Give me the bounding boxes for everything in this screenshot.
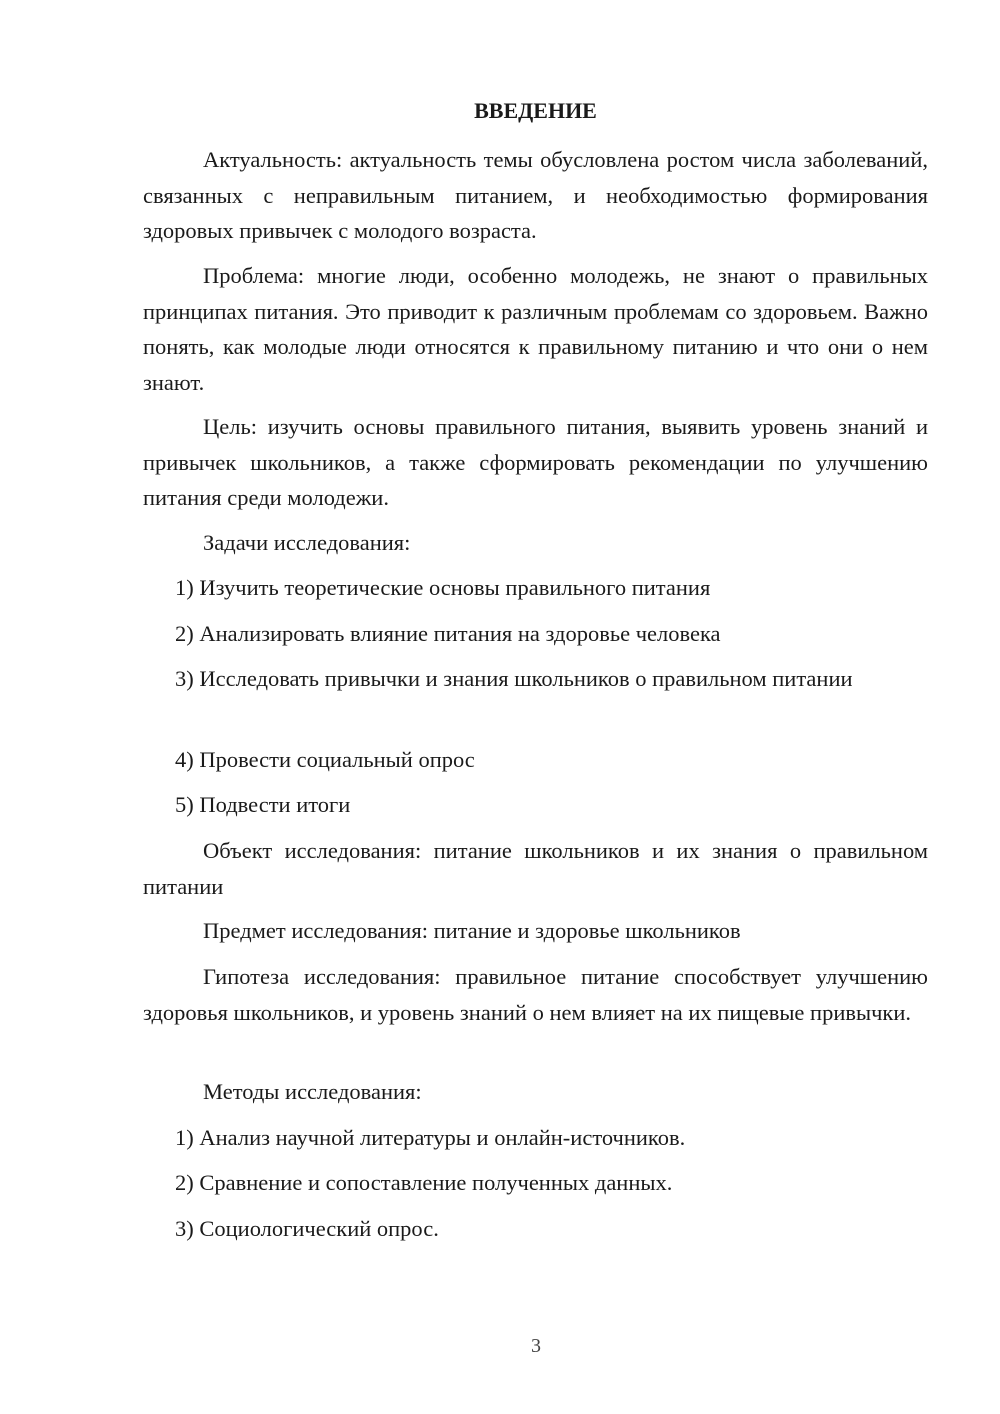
subject-paragraph: Предмет исследования: питание и здоровье школьников [203,918,741,943]
task-item: 1) Изучить теоретические основы правильного питания [175,575,711,600]
method-item: 1) Анализ научной литературы и онлайн-источников. [175,1125,686,1150]
tasks-heading: Задачи исследования: [203,530,411,555]
problem-paragraph: Проблема: многие люди, особенно молодежь, не знают о правильных принципах питания. Это приводит к различным проблемам со здоровьем. Важно понять, как молодые люди относятся к правильному питанию и что они о нем знают. [143,263,928,395]
section-title: ВВЕДЕНИЕ [474,98,597,123]
relevance-paragraph: Актуальность: актуальность темы обусловлена ростом числа заболеваний, связанных с неправильным питанием, и необходимостью формирования здоровых привычек с молодого возраста. [143,147,928,243]
task-item: 2) Анализировать влияние питания на здоровье человека [175,621,721,646]
hypothesis-paragraph: Гипотеза исследования: правильное питание способствует улучшению здоровья школьников, и уровень знаний о нем влияет на их пищевые привычки. [143,964,928,1025]
task-item: 5) Подвести итоги [175,792,351,817]
page-number: 3 [531,1335,541,1357]
task-item: 4) Провести социальный опрос [175,747,475,772]
method-item: 2) Сравнение и сопоставление полученных данных. [175,1170,673,1195]
method-item: 3) Социологический опрос. [175,1216,439,1241]
object-paragraph: Объект исследования: питание школьников и их знания о правильном питании [143,838,928,899]
task-item: 3) Исследовать привычки и знания школьников о правильном питании [175,666,853,691]
methods-heading: Методы исследования: [203,1079,422,1104]
goal-paragraph: Цель: изучить основы правильного питания, выявить уровень знаний и привычек школьников, а также сформировать рекомендации по улучшению питания среди молодежи. [143,414,928,510]
